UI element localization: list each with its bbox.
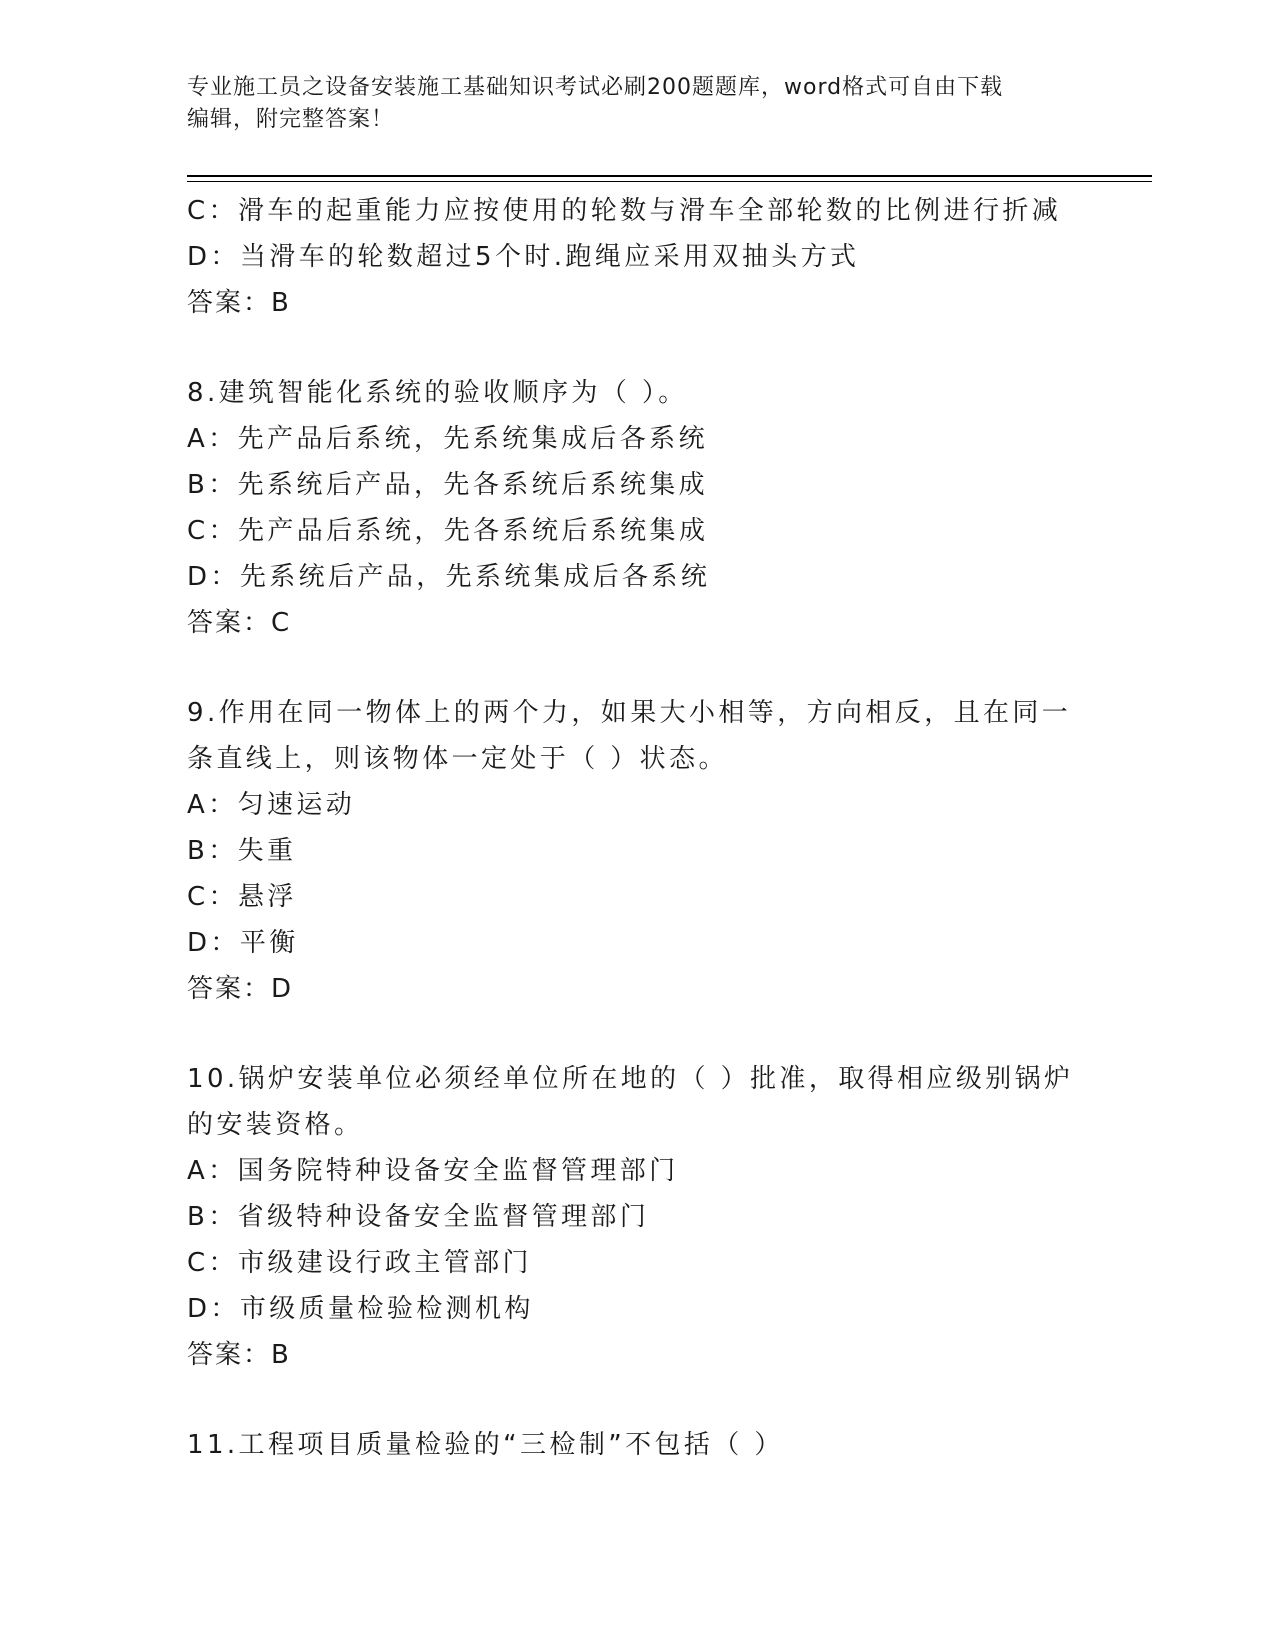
question-text-line2: 的安装资格。 xyxy=(187,1110,364,1140)
option-d: D：当滑车的轮数超过5个时.跑绳应采用双抽头方式 xyxy=(187,242,860,272)
option-b: B：先系统后产品，先各系统后系统集成 xyxy=(187,470,709,500)
option-c: C：悬浮 xyxy=(187,882,297,912)
question-text-line1: 10.锅炉安装单位必须经单位所在地的（ ）批准，取得相应级别锅炉 xyxy=(187,1064,1074,1094)
answer: 答案：B xyxy=(187,1340,291,1370)
option-b: B：省级特种设备安全监督管理部门 xyxy=(187,1202,650,1232)
option-c: C：市级建设行政主管部门 xyxy=(187,1248,532,1278)
question-block-7 xyxy=(187,188,1087,326)
header-title-line2: 编辑，附完整答案！ xyxy=(187,107,395,132)
spacer xyxy=(187,646,1087,690)
spacer xyxy=(187,1378,1087,1422)
question-block-10 xyxy=(187,1056,1087,1378)
header-title-line1: 专业施工员之设备安装施工基础知识考试必刷200题题库，word格式可自由下载 xyxy=(187,75,1004,100)
question-block-8 xyxy=(187,370,1087,646)
spacer xyxy=(187,1012,1087,1056)
question-text: 8.建筑智能化系统的验收顺序为（ ）。 xyxy=(187,378,688,408)
option-d: D：先系统后产品，先系统集成后各系统 xyxy=(187,562,711,592)
option-a: A：匀速运动 xyxy=(187,790,356,820)
answer: 答案：B xyxy=(187,288,291,318)
option-c: C：滑车的起重能力应按使用的轮数与滑车全部轮数的比例进行折减 xyxy=(187,196,1062,226)
header-rule-thick xyxy=(187,175,1152,177)
question-text-line2: 条直线上，则该物体一定处于（ ）状态。 xyxy=(187,744,728,774)
option-b: B：失重 xyxy=(187,836,297,866)
answer: 答案：C xyxy=(187,608,292,638)
header-rule-thin xyxy=(187,181,1152,182)
question-block-9 xyxy=(187,690,1087,1012)
document-header xyxy=(187,72,1087,136)
question-text: 11.工程项目质量检验的“三检制”不包括（ ） xyxy=(187,1430,784,1460)
option-d: D：市级质量检验检测机构 xyxy=(187,1294,534,1324)
spacer xyxy=(187,326,1087,370)
question-text-line1: 9.作用在同一物体上的两个力，如果大小相等，方向相反，且在同一 xyxy=(187,698,1072,728)
option-d: D：平衡 xyxy=(187,928,299,958)
option-a: A：先产品后系统，先系统集成后各系统 xyxy=(187,424,708,454)
option-a: A：国务院特种设备安全监督管理部门 xyxy=(187,1156,679,1186)
question-content xyxy=(187,188,1087,1468)
option-c: C：先产品后系统，先各系统后系统集成 xyxy=(187,516,709,546)
question-block-11 xyxy=(187,1422,1087,1468)
answer: 答案：D xyxy=(187,974,294,1004)
